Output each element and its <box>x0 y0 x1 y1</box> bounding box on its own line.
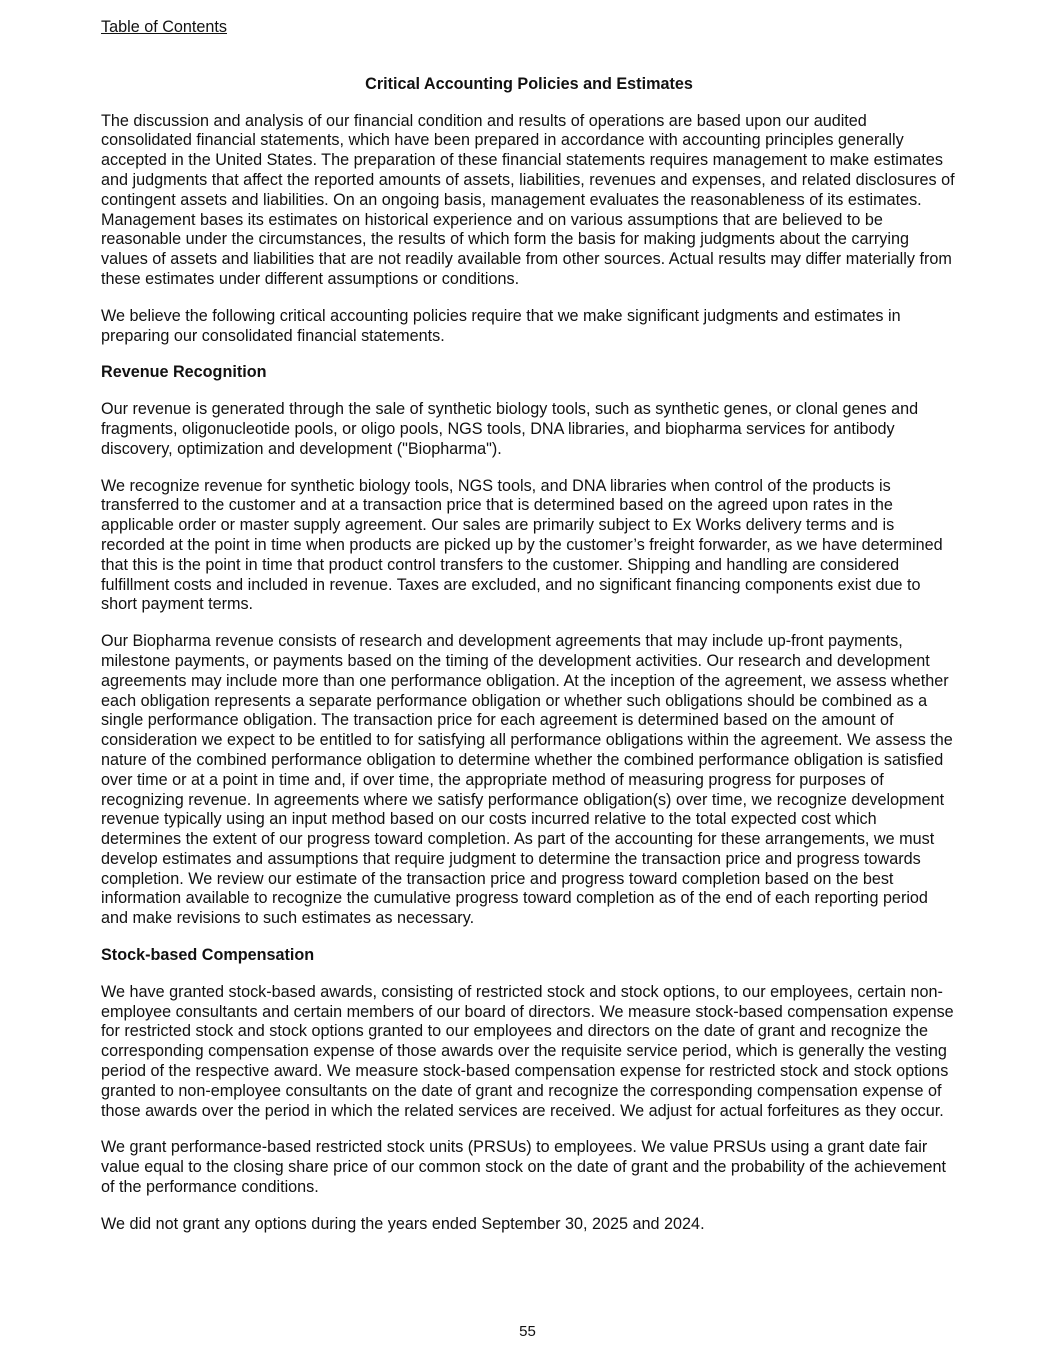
intro-paragraph-2: We believe the following critical accounting policies require that we make significant judgments and estimates in preparing our consolidated financial statements. <box>101 306 901 345</box>
revenue-recognition-heading: Revenue Recognition <box>101 363 267 382</box>
section-title: Critical Accounting Policies and Estimates <box>365 74 693 93</box>
stock-paragraph-2: We grant performance-based restricted stock units (PRSUs) to employees. We value PRSUs using a grant date fair value equal to the closing share price of our common stock on the date of grant and the probability of the achievement of the performance conditions. <box>101 1138 946 1197</box>
table-of-contents-link[interactable]: Table of Contents <box>101 18 227 36</box>
document-page <box>101 18 957 1235</box>
page-number: 55 <box>519 1323 536 1340</box>
intro-paragraph-1: The discussion and analysis of our financial condition and results of operations are based upon our audited consolidated financial statements, which have been prepared in accordance with accounting principles generally accepted in the United States. The preparation of these financial statements requires management to make estimates and judgments that affect the reported amounts of assets, liabilities, revenues and expenses, and related disclosures of contingent assets and liabilities. On an ongoing basis, management evaluates the reasonableness of its estimates. Management bases its estimates on historical experience and on various assumptions that are believed to be reasonable under the circumstances, the results of which form the basis for making judgments about the carrying values of assets and liabilities that are not readily available from other sources. Actual results may differ materially from these estimates under different assumptions or conditions. <box>101 111 955 288</box>
stock-based-compensation-heading: Stock-based Compensation <box>101 946 315 965</box>
revenue-paragraph-1: Our revenue is generated through the sale of synthetic biology tools, such as synthetic genes, or clonal genes and fragments, oligonucleotide pools, or oligo pools, NGS tools, DNA libraries, and biopharma services for antibody discovery, optimization and development ("Biopharma"). <box>101 400 919 458</box>
stock-paragraph-3: We did not grant any options during the years ended September 30, 2025 and 2024. <box>101 1214 705 1233</box>
revenue-paragraph-2: We recognize revenue for synthetic biology tools, NGS tools, and DNA libraries when control of the products is transferred to the customer and at a transaction price that is determined based on the agreed upon rates in the applicable order or master supply agreement. Our sales are primarily subject to Ex Works delivery terms and is recorded at the point in time when products are picked up by the customer’s freight forwarder, as we have determined that this is the point in time that product control transfers to the customer. Shipping and handling are considered fulfillment costs and included in revenue. Taxes are excluded, and no significant financing components exist due to short payment terms. <box>101 476 943 614</box>
revenue-paragraph-3: Our Biopharma revenue consists of research and development agreements that may include up-front payments, milestone payments, or payments based on the timing of the development activities. Our research and development agreements may include more than one performance obligation. At the inception of the agreement, we assess whether each obligation represents a separate performance obligation or whether such obligations should be combined as a single performance obligation. The transaction price for each agreement is determined based on the amount of consideration we expect to be entitled to for satisfying all performance obligations within the agreement. We assess the nature of the combined performance obligation to determine whether the combined performance obligation is satisfied over time or at a point in time and, if over time, the appropriate method of measuring progress for purposes of recognizing revenue. In agreements where we satisfy performance obligation(s) over time, we recognize development revenue typically using an input method based on our costs incurred relative to the total expected cost which determines the extent of our progress toward completion. As part of the accounting for these arrangements, we must develop estimates and assumptions that require judgment to determine the transaction price and progress towards completion. We review our estimate of the transaction price and progress toward completion based on the best information available to recognize the cumulative progress toward completion as of the end of each reporting period and make revisions to such estimates as necessary. <box>101 632 953 928</box>
stock-paragraph-1: We have granted stock-based awards, consisting of restricted stock and stock options, to our employees, certain non-employee consultants and certain members of our board of directors. We measure stock-based compensation expense for restricted stock and stock options granted to our employees and directors on the date of grant and recognize the corresponding compensation expense of those awards over the requisite service period, which is generally the vesting period of the respective award. We measure stock-based compensation expense for restricted stock and stock options granted to non-employee consultants on the date of grant and recognize the corresponding compensation expense of those awards over the period in which the related services are received. We adjust for actual forfeitures as they occur. <box>101 982 954 1120</box>
